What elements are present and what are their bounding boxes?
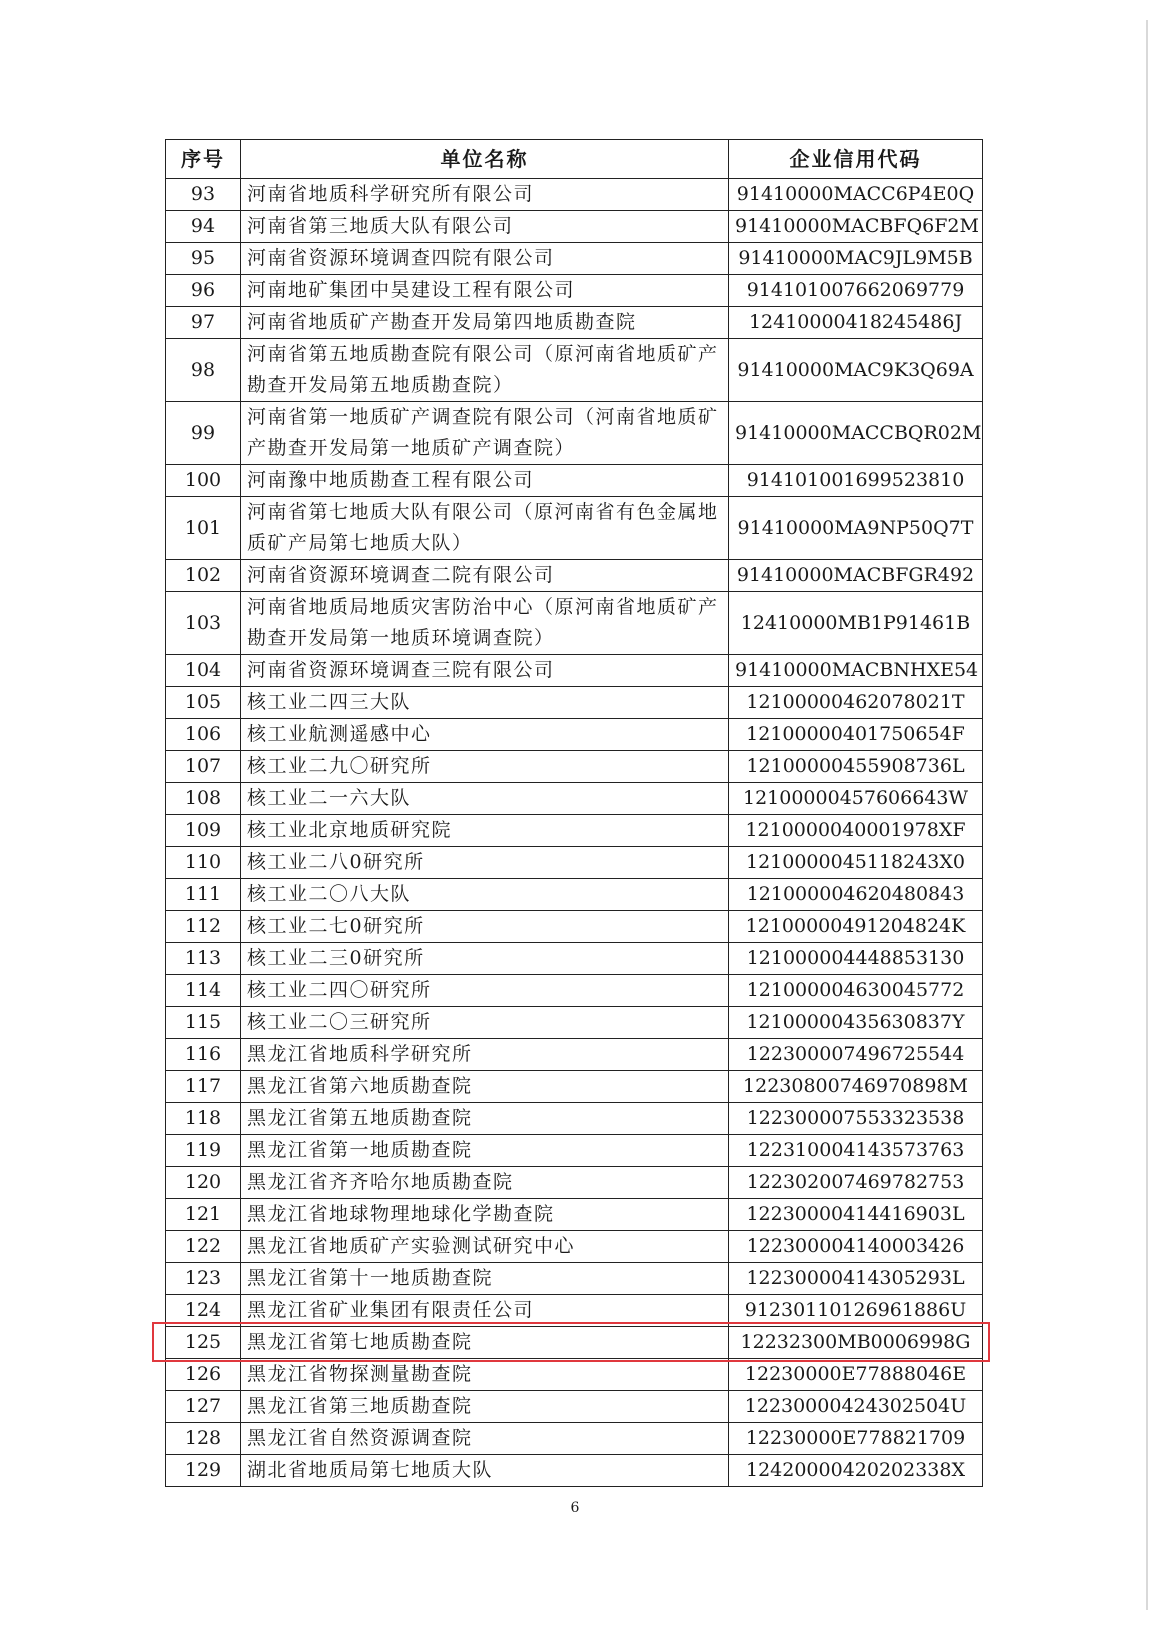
table-row — [166, 1359, 983, 1391]
name-cell: 核工业二四三大队 — [241, 687, 729, 719]
seq-cell: 120 — [166, 1167, 241, 1199]
name-cell: 核工业二八0研究所 — [241, 847, 729, 879]
table-row — [166, 879, 983, 911]
table-row — [166, 1231, 983, 1263]
seq-cell: 93 — [166, 179, 241, 211]
table-row — [166, 592, 983, 655]
table-row — [166, 847, 983, 879]
name-cell: 黑龙江省矿业集团有限责任公司 — [241, 1295, 729, 1327]
table-row — [166, 911, 983, 943]
seq-cell: 129 — [166, 1455, 241, 1487]
name-cell: 核工业二七0研究所 — [241, 911, 729, 943]
code-cell: 122300004140003426 — [729, 1231, 983, 1263]
seq-cell: 110 — [166, 847, 241, 879]
seq-cell: 101 — [166, 497, 241, 560]
code-cell: 12230800746970898M — [729, 1071, 983, 1103]
code-cell: 1210000045118243X0 — [729, 847, 983, 879]
page-number: 6 — [570, 1500, 580, 1516]
name-cell: 河南省第七地质大队有限公司（原河南省有色金属地质矿产局第七地质大队） — [241, 497, 729, 560]
table-row — [166, 179, 983, 211]
code-cell: 122300007553323538 — [729, 1103, 983, 1135]
code-cell: 12100000401750654F — [729, 719, 983, 751]
code-cell: 121000004620480843 — [729, 879, 983, 911]
seq-cell: 119 — [166, 1135, 241, 1167]
code-cell: 12100000435630837Y — [729, 1007, 983, 1039]
name-cell: 核工业二〇八大队 — [241, 879, 729, 911]
seq-cell: 123 — [166, 1263, 241, 1295]
table-row — [166, 1103, 983, 1135]
name-cell: 核工业北京地质研究院 — [241, 815, 729, 847]
name-cell: 黑龙江省第一地质勘查院 — [241, 1135, 729, 1167]
seq-cell: 97 — [166, 307, 241, 339]
name-cell: 河南省资源环境调查四院有限公司 — [241, 243, 729, 275]
name-cell: 河南省地质矿产勘查开发局第四地质勘查院 — [241, 307, 729, 339]
table-row — [166, 943, 983, 975]
seq-cell: 114 — [166, 975, 241, 1007]
table-row — [166, 560, 983, 592]
table-header-row — [166, 140, 983, 179]
table-row — [166, 1007, 983, 1039]
name-cell: 河南省第五地质勘查院有限公司（原河南省地质矿产勘查开发局第五地质勘查院） — [241, 339, 729, 402]
seq-cell: 96 — [166, 275, 241, 307]
name-cell: 河南省第三地质大队有限公司 — [241, 211, 729, 243]
name-cell: 核工业二三0研究所 — [241, 943, 729, 975]
name-cell: 河南地矿集团中昊建设工程有限公司 — [241, 275, 729, 307]
code-cell: 12420000420202338X — [729, 1455, 983, 1487]
table-row — [166, 275, 983, 307]
table-row — [166, 1263, 983, 1295]
seq-cell: 108 — [166, 783, 241, 815]
name-cell: 黑龙江省第五地质勘查院 — [241, 1103, 729, 1135]
name-cell: 湖北省地质局第七地质大队 — [241, 1455, 729, 1487]
code-cell: 12100000491204824K — [729, 911, 983, 943]
seq-cell: 104 — [166, 655, 241, 687]
code-cell: 12230000414416903L — [729, 1199, 983, 1231]
seq-cell: 107 — [166, 751, 241, 783]
name-cell: 核工业二九〇研究所 — [241, 751, 729, 783]
table-row — [166, 1327, 983, 1359]
table-row — [166, 465, 983, 497]
code-cell: 121000004448853130 — [729, 943, 983, 975]
code-cell: 12410000MB1P91461B — [729, 592, 983, 655]
header-code: 企业信用代码 — [729, 140, 983, 179]
name-cell: 河南省资源环境调查二院有限公司 — [241, 560, 729, 592]
code-cell: 12100000462078021T — [729, 687, 983, 719]
code-cell: 91410000MAC9JL9M5B — [729, 243, 983, 275]
code-cell: 91410000MA9NP50Q7T — [729, 497, 983, 560]
seq-cell: 113 — [166, 943, 241, 975]
code-cell: 91410000MACCBQR02M — [729, 402, 983, 465]
code-cell: 91410000MACBFQ6F2M — [729, 211, 983, 243]
header-seq: 序号 — [166, 140, 241, 179]
name-cell: 河南省地质科学研究所有限公司 — [241, 179, 729, 211]
seq-cell: 98 — [166, 339, 241, 402]
table-body — [166, 179, 983, 1487]
scan-edge-line — [1146, 20, 1148, 1610]
code-cell: 12100000455908736L — [729, 751, 983, 783]
table-row — [166, 1455, 983, 1487]
table-row — [166, 1167, 983, 1199]
seq-cell: 121 — [166, 1199, 241, 1231]
code-cell: 91410000MACBNHXE54 — [729, 655, 983, 687]
table-row — [166, 783, 983, 815]
seq-cell: 94 — [166, 211, 241, 243]
code-cell: 91230110126961886U — [729, 1295, 983, 1327]
seq-cell: 99 — [166, 402, 241, 465]
seq-cell: 106 — [166, 719, 241, 751]
table-row — [166, 211, 983, 243]
table-row — [166, 751, 983, 783]
code-cell: 914101001699523810 — [729, 465, 983, 497]
name-cell: 河南豫中地质勘查工程有限公司 — [241, 465, 729, 497]
seq-cell: 117 — [166, 1071, 241, 1103]
seq-cell: 122 — [166, 1231, 241, 1263]
code-cell: 122310004143573763 — [729, 1135, 983, 1167]
name-cell: 黑龙江省第七地质勘查院 — [241, 1327, 729, 1359]
name-cell: 黑龙江省第六地质勘查院 — [241, 1071, 729, 1103]
seq-cell: 118 — [166, 1103, 241, 1135]
table-row — [166, 719, 983, 751]
code-cell: 12232300MB0006998G — [729, 1327, 983, 1359]
name-cell: 黑龙江省地球物理地球化学勘查院 — [241, 1199, 729, 1231]
code-cell: 122300007496725544 — [729, 1039, 983, 1071]
table-row — [166, 1199, 983, 1231]
table-row — [166, 655, 983, 687]
seq-cell: 116 — [166, 1039, 241, 1071]
code-cell: 91410000MACBFGR492 — [729, 560, 983, 592]
seq-cell: 127 — [166, 1391, 241, 1423]
table-row — [166, 1391, 983, 1423]
seq-cell: 102 — [166, 560, 241, 592]
code-cell: 12230000E778821709 — [729, 1423, 983, 1455]
seq-cell: 128 — [166, 1423, 241, 1455]
seq-cell: 126 — [166, 1359, 241, 1391]
name-cell: 河南省地质局地质灾害防治中心（原河南省地质矿产勘查开发局第一地质环境调查院） — [241, 592, 729, 655]
name-cell: 河南省第一地质矿产调查院有限公司（河南省地质矿产勘查开发局第一地质矿产调查院） — [241, 402, 729, 465]
name-cell: 黑龙江省物探测量勘查院 — [241, 1359, 729, 1391]
table-row — [166, 1071, 983, 1103]
enterprise-table — [165, 139, 983, 1487]
name-cell: 黑龙江省自然资源调查院 — [241, 1423, 729, 1455]
name-cell: 核工业二一六大队 — [241, 783, 729, 815]
name-cell: 黑龙江省第十一地质勘查院 — [241, 1263, 729, 1295]
code-cell: 12230000414305293L — [729, 1263, 983, 1295]
seq-cell: 115 — [166, 1007, 241, 1039]
code-cell: 12230000E77888046E — [729, 1359, 983, 1391]
seq-cell: 103 — [166, 592, 241, 655]
code-cell: 12410000418245486J — [729, 307, 983, 339]
table-row — [166, 1039, 983, 1071]
name-cell: 黑龙江省齐齐哈尔地质勘查院 — [241, 1167, 729, 1199]
seq-cell: 125 — [166, 1327, 241, 1359]
table-row — [166, 815, 983, 847]
code-cell: 121000004630045772 — [729, 975, 983, 1007]
seq-cell: 112 — [166, 911, 241, 943]
table-row — [166, 307, 983, 339]
name-cell: 黑龙江省地质科学研究所 — [241, 1039, 729, 1071]
code-cell: 914101007662069779 — [729, 275, 983, 307]
code-cell: 91410000MAC9K3Q69A — [729, 339, 983, 402]
seq-cell: 105 — [166, 687, 241, 719]
table-row — [166, 687, 983, 719]
table-row — [166, 243, 983, 275]
seq-cell: 100 — [166, 465, 241, 497]
table-row — [166, 497, 983, 560]
seq-cell: 95 — [166, 243, 241, 275]
table-row — [166, 1295, 983, 1327]
table-row — [166, 1135, 983, 1167]
name-cell: 核工业二〇三研究所 — [241, 1007, 729, 1039]
header-name: 单位名称 — [241, 140, 729, 179]
table-row — [166, 402, 983, 465]
table-row — [166, 339, 983, 402]
table-row — [166, 975, 983, 1007]
name-cell: 黑龙江省第三地质勘查院 — [241, 1391, 729, 1423]
seq-cell: 109 — [166, 815, 241, 847]
name-cell: 河南省资源环境调查三院有限公司 — [241, 655, 729, 687]
code-cell: 122302007469782753 — [729, 1167, 983, 1199]
name-cell: 黑龙江省地质矿产实验测试研究中心 — [241, 1231, 729, 1263]
code-cell: 12100000457606643W — [729, 783, 983, 815]
name-cell: 核工业航测遥感中心 — [241, 719, 729, 751]
code-cell: 91410000MACC6P4E0Q — [729, 179, 983, 211]
name-cell: 核工业二四〇研究所 — [241, 975, 729, 1007]
table-row — [166, 1423, 983, 1455]
code-cell: 1210000040001978XF — [729, 815, 983, 847]
seq-cell: 124 — [166, 1295, 241, 1327]
seq-cell: 111 — [166, 879, 241, 911]
code-cell: 12230000424302504U — [729, 1391, 983, 1423]
